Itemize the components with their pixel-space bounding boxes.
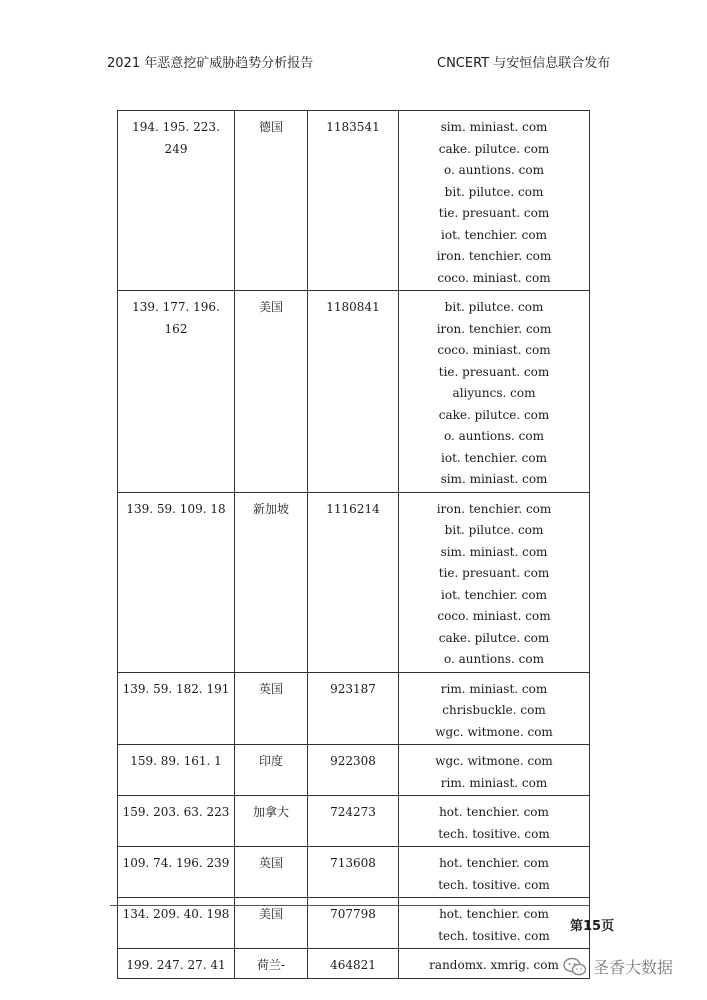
table-row [118,745,590,796]
domain-item: coco. miniast. com [437,343,551,357]
report-title: 2021 年恶意挖矿威胁趋势分析报告 [107,56,314,71]
domain-item: o. auntions. com [444,652,544,666]
country-cell: 新加坡 [235,492,308,672]
domain-item: hot. tenchier. com [439,907,549,921]
domain-item: bit. pilutce. com [444,184,544,199]
country-cell: 德国 [235,111,308,291]
domain-item: rim. miniast. com [440,775,548,790]
domain-item: randomx. xmrig. com [429,958,559,972]
domain-item: sim. miniast. com [440,472,548,486]
country-cell: 美国 [235,898,308,949]
domain-item: cake. pilutce. com [438,407,550,422]
table-row [118,492,590,672]
domain-item: rim. miniast. com [440,681,548,696]
domains-cell [399,847,590,898]
country-cell: 荷兰- [235,949,308,979]
domain-item: iot. tenchier. com [441,227,547,242]
count-cell: 724273 [308,796,399,847]
domain-item: cake. pilutce. com [438,141,550,156]
domains-cell [399,492,590,672]
domains-cell [399,111,590,291]
domain-item: cake. pilutce. com [438,630,550,645]
domain-item: coco. miniast. com [437,270,551,285]
domain-item: tie. presuant. com [438,206,550,220]
domain-item: tech. tositive. com [438,928,550,943]
ip-cell: 199. 247. 27. 41 [118,949,235,979]
domains-cell [399,745,590,796]
domain-item: wgc. witmone. com [435,754,553,768]
ip-cell: 109. 74. 196. 239 [118,847,235,898]
domain-item: iron. tenchier. com [436,249,552,263]
domain-item: tech. tositive. com [438,826,550,841]
country-cell: 印度 [235,745,308,796]
table-row [118,291,590,493]
domain-item: wgc. witmone. com [435,724,553,739]
count-cell: 923187 [308,672,399,745]
watermark-text: 圣香大数据 [593,958,674,977]
count-cell: 1183541 [308,111,399,291]
ip-cell: 139. 177. 196. 162 [118,291,235,493]
country-cell: 英国 [235,847,308,898]
ip-table [117,110,590,979]
count-cell: 707798 [308,898,399,949]
wechat-icon [563,957,587,977]
domains-cell [399,949,590,979]
ip-cell: 139. 59. 182. 191 [118,672,235,745]
domains-cell [399,672,590,745]
domain-item: hot. tenchier. com [439,805,549,819]
country-cell: 英国 [235,672,308,745]
domain-item: iron. tenchier. com [436,501,552,516]
ip-cell: 159. 89. 161. 1 [118,745,235,796]
publisher: CNCERT 与安恒信息联合发布 [437,56,611,71]
domain-item: o. auntions. com [444,163,544,177]
domain-item: tie. presuant. com [438,364,550,379]
domain-item: bit. pilutce. com [444,523,544,537]
table-row [118,111,590,291]
domain-item: iron. tenchier. com [436,321,552,336]
page-number: 第15页 [570,919,615,934]
count-cell: 713608 [308,847,399,898]
table-row [118,672,590,745]
domain-item: sim. miniast. com [440,544,548,559]
country-cell: 加拿大 [235,796,308,847]
page-cutoff-line [110,905,590,906]
domain-item: tie. presuant. com [438,566,550,580]
watermark [563,955,673,978]
ip-cell: 194. 195. 223. 249 [118,111,235,291]
table-row [118,949,590,979]
ip-cell: 159. 203. 63. 223 [118,796,235,847]
domain-item: sim. miniast. com [440,120,548,134]
count-cell: 464821 [308,949,399,979]
count-cell: 1180841 [308,291,399,493]
domain-item: iot. tenchier. com [441,450,547,465]
ip-cell: 139. 59. 109. 18 [118,492,235,672]
ip-cell: 134. 209. 40. 198 [118,898,235,949]
domain-item: tech. tositive. com [438,877,550,892]
count-cell: 1116214 [308,492,399,672]
table-row [118,847,590,898]
table-row [118,796,590,847]
domain-item: iot. tenchier. com [441,587,547,602]
domains-cell [399,291,590,493]
domain-item: bit. pilutce. com [444,300,544,314]
domain-item: coco. miniast. com [437,609,551,623]
domain-item: o. auntions. com [444,429,544,443]
domain-item: chrisbuckle. com [442,703,546,717]
country-cell: 美国 [235,291,308,493]
domain-item: aliyuncs. com [452,386,536,400]
domain-item: hot. tenchier. com [439,856,549,870]
count-cell: 922308 [308,745,399,796]
domains-cell [399,796,590,847]
